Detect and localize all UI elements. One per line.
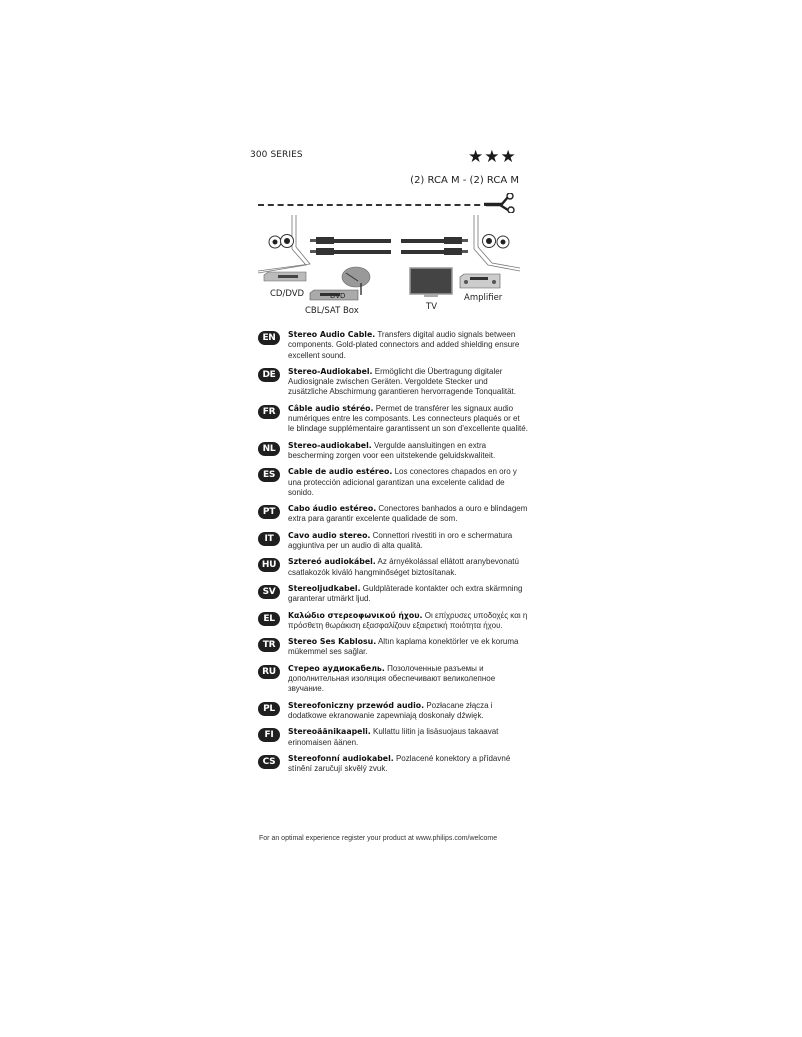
entry-title: Stereo Ses Kablosu. [288, 637, 377, 647]
right-rca-plugs-icon [401, 237, 468, 255]
entry-body: Los conectores chapados en oro y una protección adicional garantizan una excelente calidad de sonido. [288, 467, 517, 497]
left-device-panel-icon [258, 215, 310, 273]
entry-body: Transfers digital audio signals between components. Gold-plated connectors and added shielding ensure excellent sound. [288, 330, 520, 360]
language-badge-pl: PL [258, 702, 280, 716]
language-badge-fr: FR [258, 405, 280, 419]
entry-ru [258, 664, 528, 695]
entry-title: Καλώδιο στερεοφωνικού ήχου. [288, 610, 423, 620]
connection-diagram [258, 213, 520, 323]
entry-sv [258, 584, 528, 605]
language-badge-nl: NL [258, 442, 280, 456]
language-badge-cs: CS [258, 755, 280, 769]
entry-body: Pozłacane złącza i dodatkowe ekranowanie zapewniają doskonały dźwięk. [288, 700, 493, 720]
entry-body: Permet de transférer les signaux audio numériques entre les composants. Les connecteurs plaqués or et le blindage supplémentaire garantissent un son d'excellente qualité. [288, 403, 528, 434]
entry-el [258, 611, 528, 632]
language-descriptions [258, 330, 528, 780]
right-device-panel-icon [474, 215, 520, 271]
language-badge-it: IT [258, 532, 280, 546]
device-label-dvd: DVD [330, 292, 346, 300]
language-badge-sv: SV [258, 585, 280, 599]
entry-body: Позолоченные разъемы и дополнительная изоляция обеспечивают великолепное звучание. [288, 663, 496, 694]
entry-body: Guldpläterade kontakter och extra skärmning garanterar utmärkt ljud. [288, 583, 523, 604]
entry-title: Cavo audio stereo. [288, 530, 371, 540]
entry-title: Stereo-audiokabel. [288, 440, 372, 450]
device-label-cd-dvd: CD/DVD [270, 289, 305, 299]
entry-title: Стерео аудиокабель. [288, 663, 385, 673]
device-label-tv: TV [426, 302, 438, 312]
entry-body: Vergulde aansluitingen en extra bescherming zorgen voor een uitstekende geluidskwaliteit. [288, 440, 496, 460]
entry-title: Stereofoniczny przewód audio. [288, 700, 425, 710]
entry-pl [258, 701, 528, 722]
language-badge-ru: RU [258, 665, 280, 679]
entry-es [258, 467, 528, 498]
product-series: 300 SERIES [250, 150, 303, 160]
entry-title: Stereo-Audiokabel. [288, 366, 373, 376]
entry-body: Pozlacené konektory a přídavné stínění zaručují skvělý zvuk. [288, 753, 511, 774]
entry-body: Ermöglicht die Übertragung digitaler Audiosignale zwischen Geräten. Vergoldete Stecker und zusätzliche Abschirmung garantieren hervorragende Tonqualität. [288, 366, 516, 397]
registration-footer: For an optimal experience register your product at www.philips.com/welcome [259, 835, 498, 842]
entry-pt [258, 504, 528, 525]
entry-title: Câble audio stéréo. [288, 403, 374, 413]
left-rca-plugs-icon [310, 237, 391, 255]
device-label-cbl-sat: CBL/SAT Box [305, 306, 359, 316]
entry-title: Cabo áudio estéreo. [288, 504, 377, 514]
rating-stars-icon: ★★★ [468, 147, 517, 167]
language-badge-tr: TR [258, 638, 280, 652]
entry-fr [258, 404, 528, 435]
entry-body: Conectores banhados a ouro e blindagem extra para garantir excelente qualidade de som. [288, 504, 528, 524]
entry-it [258, 531, 528, 552]
cd-dvd-player-icon [264, 272, 306, 281]
entry-title: Sztereó audiokábel. [288, 557, 376, 567]
entry-title: Cable de audio estéreo. [288, 467, 393, 477]
cable-spec: (2) RCA M - (2) RCA M [410, 175, 519, 186]
device-label-amplifier: Amplifier [464, 293, 503, 303]
language-badge-en: EN [258, 331, 280, 345]
entry-title: Stereoljudkabel. [288, 583, 361, 593]
entry-cs [258, 754, 528, 775]
entry-body: Οι επίχρυσες υποδοχές και η πρόσθετη θωράκιση εξασφαλίζουν εξαιρετική ποιότητα ήχου. [288, 610, 528, 630]
tv-icon [410, 268, 452, 297]
entry-fi [258, 727, 528, 748]
language-badge-hu: HU [258, 558, 280, 572]
entry-tr [258, 637, 528, 658]
entry-title: Stereofonní audiokabel. [288, 753, 394, 763]
entry-body: Az árnyékolással ellátott aranybevonatú csatlakozók kiváló hangminőséget biztosítanak. [288, 557, 519, 577]
entry-en [258, 330, 528, 361]
language-badge-el: EL [258, 612, 280, 626]
language-badge-fi: FI [258, 728, 280, 742]
language-badge-pt: PT [258, 505, 280, 519]
entry-hu [258, 557, 528, 578]
entry-body: Connettori rivestiti in oro e schermatura aggiuntiva per un audio di alta qualità. [288, 530, 513, 551]
entry-nl [258, 441, 528, 462]
entry-de [258, 367, 528, 398]
entry-body: Kullattu liitin ja lisäsuojaus takaavat erinomaisen äänen. [288, 727, 499, 747]
language-badge-de: DE [258, 368, 280, 382]
language-badge-es: ES [258, 468, 280, 482]
cut-line [258, 204, 490, 206]
entry-body: Altın kaplama konektörler ve ek koruma mükemmel ses sağlar. [288, 637, 519, 657]
amplifier-icon [460, 274, 500, 288]
entry-title: Stereo Audio Cable. [288, 330, 376, 339]
entry-title: Stereoäänikaapeli. [288, 727, 371, 737]
